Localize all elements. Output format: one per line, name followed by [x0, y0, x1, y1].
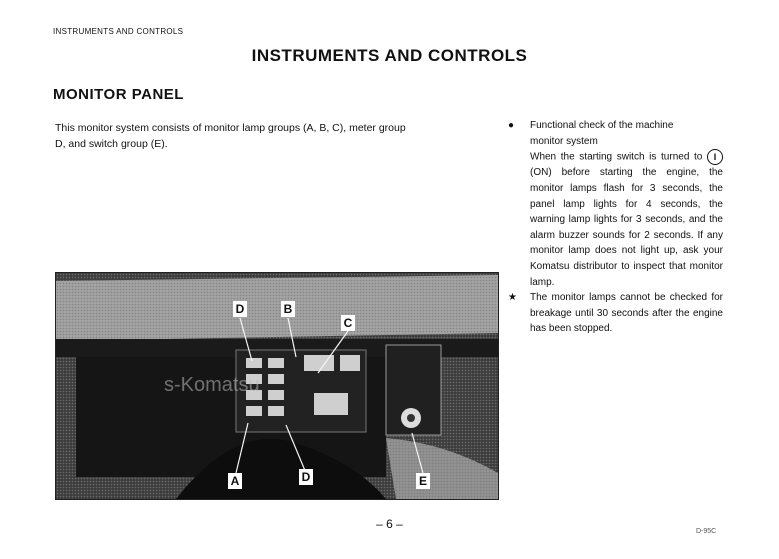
- callout-d-top: D: [235, 302, 245, 316]
- note-heading-line-2: monitor system: [530, 135, 598, 147]
- watermark: s-Komatsu: [164, 374, 260, 396]
- callout-c: C: [343, 316, 353, 330]
- note-body: When the starting switch is turned to I (ON) before starting the engine, the monitor lamps flash for 3 seconds, the panel lamp lights for 4 seconds, the warning lamp lights for 3 seconds, and the alarm buzzer sounds for 2 seconds. If any monitor lamp does not light up, ask your Komatsu distributor to inspect that monitor lamp.: [530, 149, 723, 290]
- star-note-text: The monitor lamps cannot be checked for breakage until 30 seconds after the engine has been stopped.: [530, 292, 723, 335]
- star-icon: ★: [508, 292, 517, 304]
- page-number: – 6 –: [376, 517, 403, 531]
- monitor-panel-photo-drawing: [56, 273, 498, 499]
- callout-b: B: [283, 302, 293, 316]
- document-code: D-95C: [696, 528, 717, 535]
- bullet-icon: ●: [508, 120, 515, 131]
- intro-paragraph: [55, 120, 495, 152]
- switch-on-symbol-icon: I: [707, 149, 723, 165]
- star-note: [508, 290, 723, 337]
- callout-e: E: [418, 474, 428, 488]
- monitor-panel-photo: [55, 272, 499, 500]
- notes-column: [508, 118, 723, 337]
- section-title: MONITOR PANEL: [53, 86, 184, 103]
- page-title: INSTRUMENTS AND CONTROLS: [251, 46, 528, 65]
- callout-a: A: [230, 474, 240, 488]
- intro-line-2: D, and switch group (E).: [55, 138, 168, 150]
- intro-line-1: This monitor system consists of monitor lamp groups (A, B, C), meter group: [55, 122, 406, 134]
- running-header: INSTRUMENTS AND CONTROLS: [53, 27, 184, 36]
- callout-d-bottom: D: [301, 470, 311, 484]
- note-heading-line-1: Functional check of the machine: [530, 120, 674, 131]
- functional-check-note: [508, 118, 723, 290]
